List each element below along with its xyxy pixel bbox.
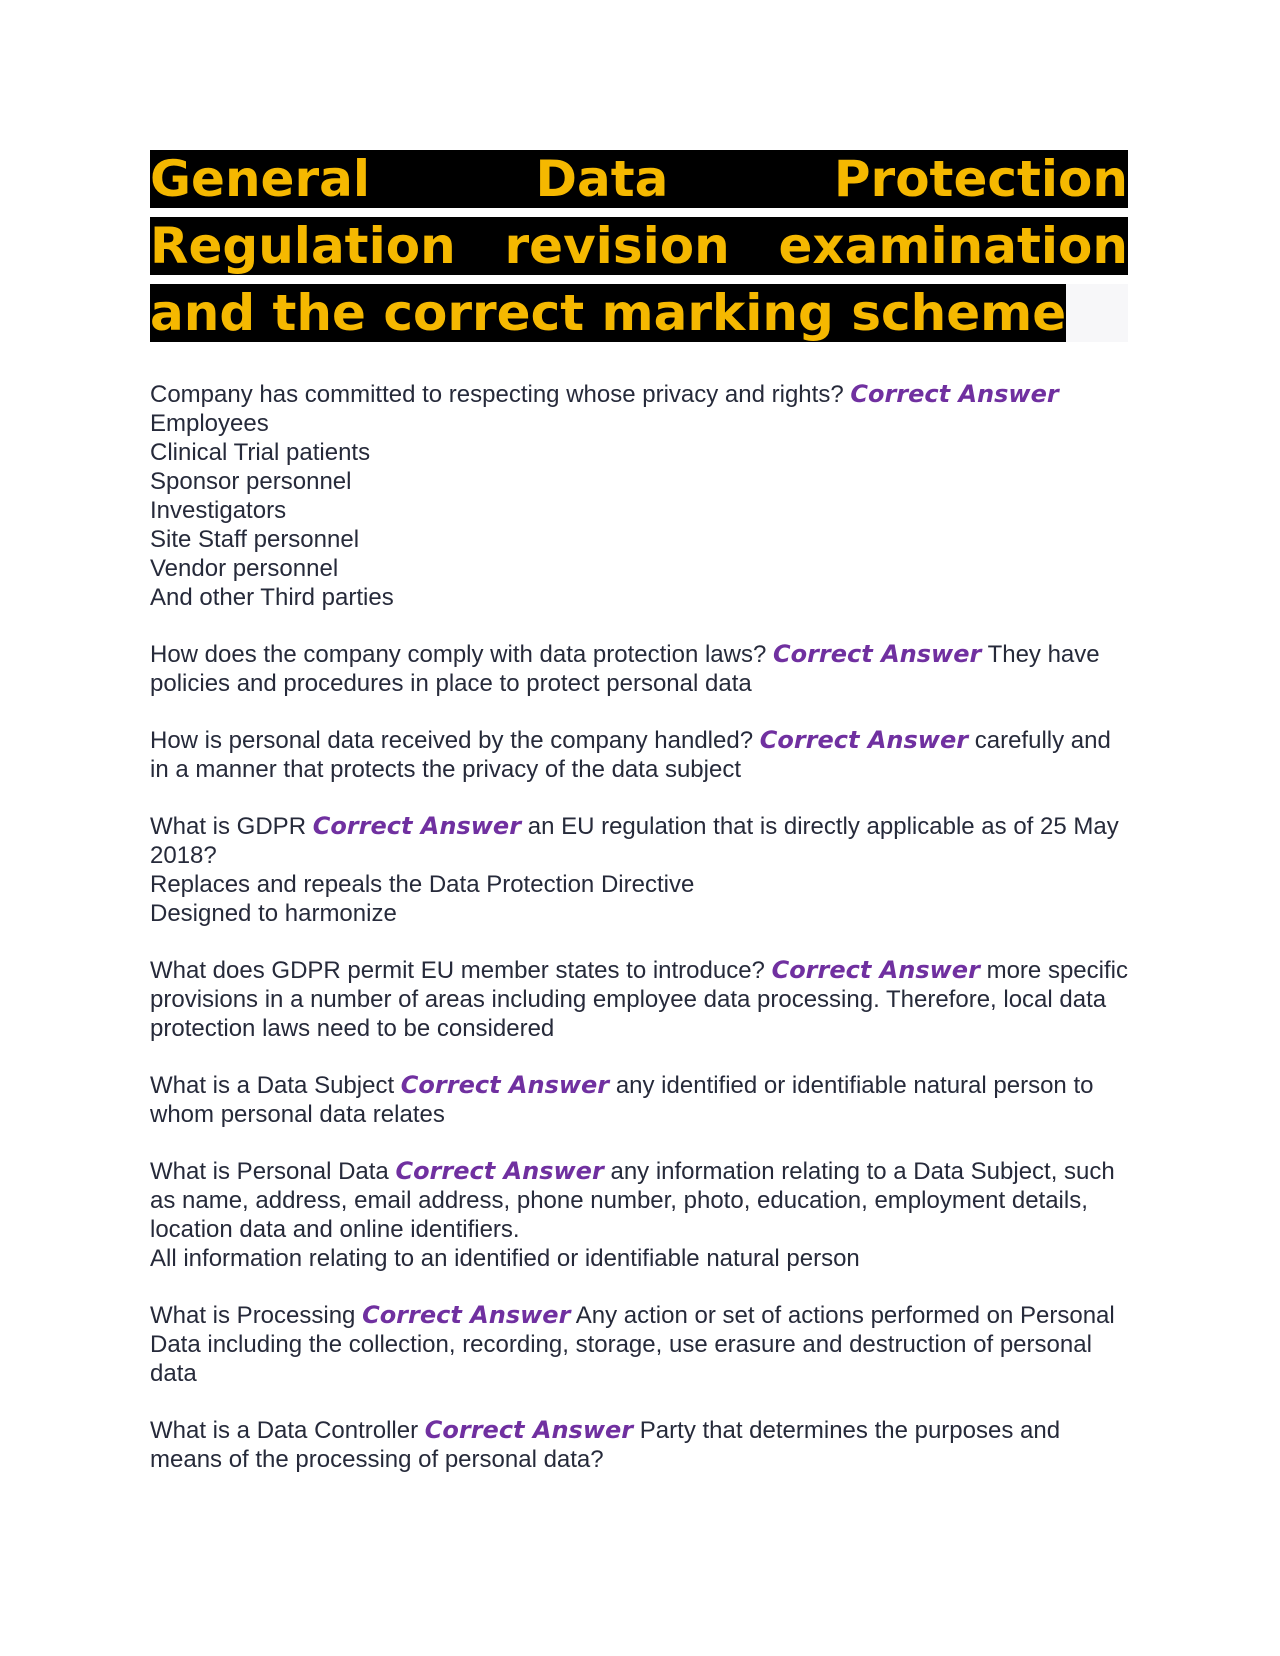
qa-list — [150, 380, 1128, 1474]
qa-item — [150, 380, 1128, 612]
qa-item — [150, 956, 1128, 1043]
document-page — [150, 150, 1128, 1502]
correct-answer-label: Correct Answer — [312, 812, 522, 840]
answer-line: Vendor personnel — [150, 555, 339, 582]
correct-answer-label: Correct Answer — [850, 380, 1059, 408]
question-text: What is GDPR — [150, 813, 307, 840]
answer-line: All information relating to an identified or identifiable natural person — [150, 1245, 860, 1272]
qa-item — [150, 640, 1128, 698]
question-text: What is Personal Data — [150, 1158, 389, 1185]
correct-answer-label: Correct Answer — [772, 640, 982, 668]
question-text: How is personal data received by the company handled? — [150, 727, 754, 754]
question-text: What is a Data Controller — [150, 1417, 419, 1444]
question-text: How does the company comply with data protection laws? — [150, 641, 767, 668]
answer-text: any identified or identifiable natural person to whom personal data relates — [150, 1072, 1094, 1128]
qa-item — [150, 1416, 1128, 1474]
correct-answer-label: Correct Answer — [362, 1301, 571, 1329]
qa-item — [150, 1157, 1128, 1273]
answer-text: They have policies and procedures in place to protect personal data — [150, 641, 1100, 697]
answer-text: more specific provisions in a number of areas including employee data processing. Therefore, local data protection laws need to be considered — [150, 957, 1128, 1042]
answer-line: Sponsor personnel — [150, 468, 352, 495]
title-line-3 — [150, 284, 1128, 342]
qa-item — [150, 726, 1128, 784]
question-text: Company has committed to respecting whose privacy and rights? — [150, 381, 844, 408]
answer-line: Replaces and repeals the Data Protection Directive — [150, 871, 695, 898]
answer-line: Employees — [150, 410, 269, 437]
title-word: General — [150, 150, 370, 208]
document-title — [150, 150, 1128, 342]
correct-answer-label: Correct Answer — [424, 1416, 634, 1444]
title-text: and the correct marking scheme — [150, 284, 1067, 342]
answer-line: Site Staff personnel — [150, 526, 360, 553]
answer-line: Investigators — [150, 497, 287, 524]
title-line-1 — [150, 150, 1128, 217]
title-word: examination — [778, 217, 1128, 275]
correct-answer-label: Correct Answer — [759, 726, 969, 754]
correct-answer-label: Correct Answer — [395, 1157, 604, 1185]
title-line-2 — [150, 217, 1128, 284]
qa-item — [150, 1071, 1128, 1129]
answer-text: Any action or set of actions performed on Personal Data including the collection, recording, storage, use erasure and destruction of personal data — [150, 1302, 1115, 1387]
question-text: What is Processing — [150, 1302, 356, 1329]
answer-line: And other Third parties — [150, 584, 394, 611]
qa-item — [150, 1301, 1128, 1388]
title-word: Data — [535, 150, 669, 208]
title-word: revision — [504, 217, 730, 275]
correct-answer-label: Correct Answer — [400, 1071, 610, 1099]
answer-text: any information relating to a Data Subject, such as name, address, email address, phone number, photo, education, employment details, location data and online identifiers. — [150, 1158, 1115, 1243]
answer-text: Party that determines the purposes and means of the processing of personal data? — [150, 1417, 1061, 1473]
answer-text: carefully and in a manner that protects the privacy of the data subject — [150, 727, 1111, 783]
answer-line: Designed to harmonize — [150, 900, 397, 927]
qa-item — [150, 812, 1128, 928]
question-text: What is a Data Subject — [150, 1072, 395, 1099]
answer-line: Clinical Trial patients — [150, 439, 371, 466]
question-text: What does GDPR permit EU member states to introduce? — [150, 957, 765, 984]
title-word: Regulation — [150, 217, 456, 275]
answer-text: an EU regulation that is directly applicable as of 25 May 2018? — [150, 813, 1119, 869]
title-word: Protection — [833, 150, 1128, 208]
correct-answer-label: Correct Answer — [771, 956, 980, 984]
